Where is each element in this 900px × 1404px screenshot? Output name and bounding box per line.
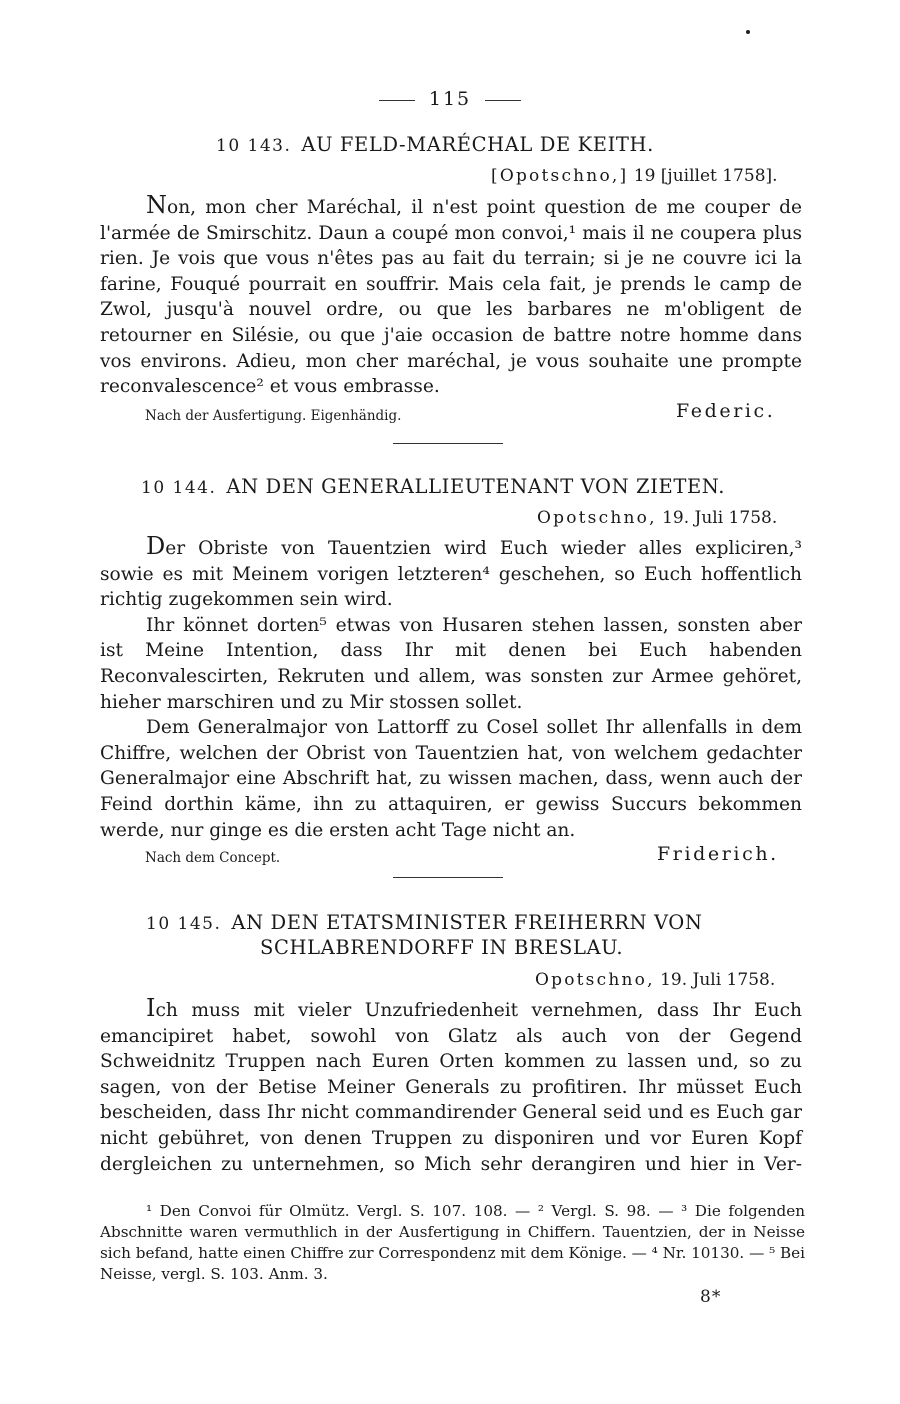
section-divider xyxy=(393,877,503,878)
dropcap: N xyxy=(146,191,167,219)
signature: Friderich. xyxy=(657,843,779,865)
paragraph: Ihr könnet dorten⁵ etwas von Husaren stehen lassen, sonsten aber ist Meine Intention, dass Ihr mit denen bei Euch habenden Reconvalescirten, Rekruten und allem, was sonsten zur Armee gehöret, hieher marschiren und zu Mir stossen sollet. xyxy=(100,614,802,713)
letter-body xyxy=(100,193,802,400)
letter-date xyxy=(491,166,778,186)
letter-heading xyxy=(216,133,654,156)
page-number-dash-left xyxy=(379,100,415,101)
footnotes: ¹ Den Convoi für Olmütz. Vergl. S. 107. 108. — ² Vergl. S. 98. — ³ Die folgenden Abschnitte waren vermuthlich in der Ausfertigung in Chiffern. Tauentzien, der in Neisse sich befand, hatte einen Chiffre zur Correspondenz mit dem Könige. — ⁴ Nr. 10130. — ⁵ Bei Neisse, vergl. S. 103. Anm. 3. xyxy=(100,1202,806,1283)
signature: Federic. xyxy=(676,400,776,422)
date-place: Opotschno, xyxy=(535,970,655,990)
date-text: 19. Juli 1758. xyxy=(662,508,778,528)
paragraph: Dem Generalmajor von Lattorff zu Cosel sollet Ihr allenfalls in dem Chiffre, welchen der Obrist von Tauentzien hat, von welchem gedachter Generalmajor eine Abschrift hat, zu wissen machen, dass, wenn auch der Feind dorthin käme, ihn zu attaquiren, er gewiss Succurs bekommen werde, nur ginge es die ersten acht Tage nicht an. xyxy=(100,717,802,841)
section-divider xyxy=(393,443,503,444)
paragraph-text: ch muss mit vieler Unzufriedenheit vernehmen, dass Ihr Euch emancipiret habet, sowohl von Glatz als auch von der Gegend Schweidnitz Truppen nach Euren Orten kommen zu lassen und, so zu sagen, von der Betise Meiner Generals zu profitiren. Ihr müsset Euch bescheiden, dass Ihr nicht commandirender General seid und es Euch gar nicht gebühret, von denen Truppen zu disponiren und vor Euren Kopf dergleichen zu unternehmen, so Mich sehr derangiren und hier in Ver- xyxy=(100,1000,802,1175)
date-place: [Opotschno,] xyxy=(491,166,629,186)
letter-number: 10 145. xyxy=(146,914,222,934)
letter-addressee: AN DEN GENERALLIEUTENANT VON ZIETEN. xyxy=(226,475,725,498)
letter-addressee: AU FELD-MARÉCHAL DE KEITH. xyxy=(301,133,654,156)
letter-addressee: AN DEN ETATSMINISTER FREIHERRN VON xyxy=(231,911,703,934)
date-place: Opotschno, xyxy=(537,508,657,528)
letter-heading xyxy=(146,911,703,934)
paragraph xyxy=(100,996,802,1177)
date-text: 19 [juillet 1758]. xyxy=(633,166,778,186)
paragraph-text: on, mon cher Maréchal, il n'est point question de me couper de l'armée de Smirschitz. Daun a coupé mon convoi,¹ mais il ne coupera plus rien. Je vois que vous n'êtes pas au fait du terrain; si je ne couvre ici la farine, Fouqué pourrait en souffrir. Mais cela fait, je prends le camp de Zwol, jusqu'à nouvel ordre, ou que les barbares ne m'obligent de retourner en Silésie, ou que j'aie occasion de battre notre homme dans vos environs. Adieu, mon cher maréchal, je vous souhaite une prompte reconvalescence² et vous embrasse. xyxy=(100,197,802,398)
letter-number: 10 144. xyxy=(141,478,217,498)
page-number-text: 115 xyxy=(428,88,472,110)
letter-body xyxy=(100,534,802,843)
letter-date xyxy=(535,970,775,990)
letter-date xyxy=(537,508,777,528)
letter-number: 10 143. xyxy=(216,136,292,156)
source-note: Nach der Ausfertigung. Eigenhändig. xyxy=(145,408,402,424)
letter-addressee-line2: SCHLABRENDORFF IN BRESLAU. xyxy=(260,936,624,959)
source-note: Nach dem Concept. xyxy=(145,850,281,866)
paragraph xyxy=(100,193,802,400)
printer-signature-mark: 8* xyxy=(700,1287,722,1307)
letter-body xyxy=(100,996,802,1177)
dropcap: D xyxy=(146,532,166,560)
page-number-dash-right xyxy=(485,100,521,101)
paragraph-text: er Obriste von Tauentzien wird Euch wieder alles expliciren,³ sowie es mit Meinem vorigen letzteren⁴ geschehen, so Euch hoffentlich richtig zugekommen sein wird. xyxy=(100,538,802,611)
paragraph xyxy=(100,534,802,613)
date-text: 19. Juli 1758. xyxy=(660,970,776,990)
page-number xyxy=(0,88,900,110)
letter-heading xyxy=(141,475,725,498)
printer-dot-mark xyxy=(746,30,750,34)
dropcap: I xyxy=(146,994,156,1022)
